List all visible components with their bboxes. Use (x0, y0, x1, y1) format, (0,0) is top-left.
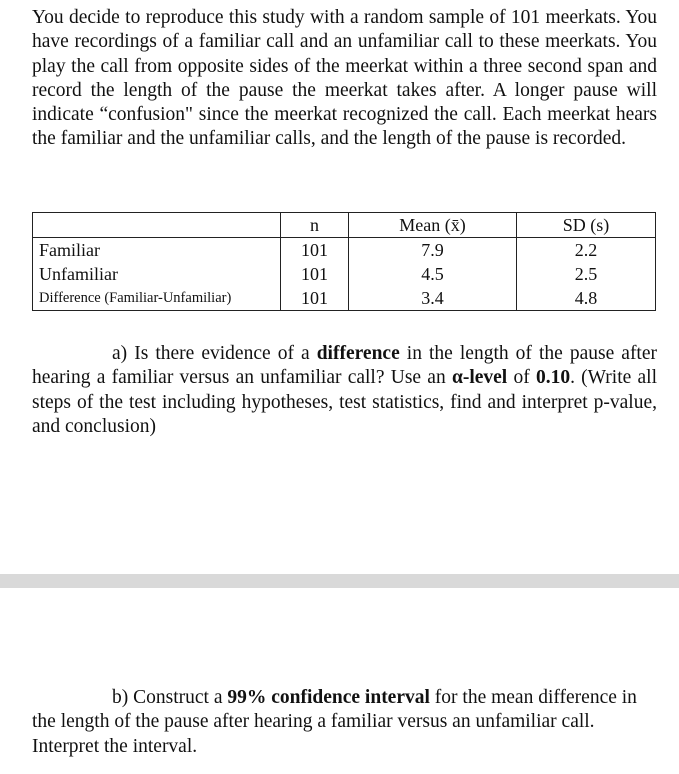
qa-bold-alpha: α-level (451, 367, 508, 389)
row-mean: 7.9 (349, 238, 517, 263)
row-mean: 3.4 (349, 286, 517, 311)
stats-table (32, 212, 656, 311)
row-sd: 2.2 (517, 238, 656, 263)
qa-text-3: of (507, 367, 536, 389)
qa-text-1: a) Is there evidence of a (112, 343, 317, 364)
page-bottom (0, 588, 679, 774)
table-row-difference (33, 286, 656, 311)
header-blank (33, 213, 281, 238)
page-divider (0, 574, 679, 588)
table-header-row (33, 213, 656, 238)
intro-paragraph: You decide to reproduce this study with a random sample of 101 meerkats. You have recordings of a familiar call and an unfamiliar call to these meerkats. You play the call from opposite sides of the meerkat within a three second span and record the length of the pause the meerkat takes after. A longer pause will indicate “confusion" since the meerkat recognized the call. Each meerkat hears the familiar and the unfamiliar calls, and the length of the pause is recorded. (32, 7, 657, 150)
row-n: 101 (281, 238, 349, 263)
table-row-unfamiliar (33, 262, 656, 286)
row-label: Difference (Familiar-Unfamiliar) (33, 286, 281, 311)
row-label: Unfamiliar (33, 262, 281, 286)
table-row-familiar (33, 238, 656, 263)
header-n: n (281, 213, 349, 238)
row-mean: 4.5 (349, 262, 517, 286)
qb-text-1: b) Construct a (112, 687, 228, 708)
qb-text-2: for the mean difference in the length of the pause after hearing a familiar versus an unfamiliar call. Interpret the interval. (32, 687, 637, 757)
qa-text-4: . (Write all steps of the test including hypotheses, test statistics, find and interpret p-value, and conclusion) (32, 367, 657, 437)
row-sd: 2.5 (517, 262, 656, 286)
row-label: Familiar (33, 238, 281, 263)
qb-bold-ci: 99% confidence interval (227, 687, 430, 708)
row-sd: 4.8 (517, 286, 656, 311)
header-sd: SD (s) (517, 213, 656, 238)
qa-bold-difference: difference (316, 343, 400, 364)
header-mean: Mean (x̄) (349, 213, 517, 238)
row-n: 101 (281, 262, 349, 286)
question-b (32, 686, 657, 759)
qa-text-2: in the length of the pause after hearing a familiar versus an unfamiliar call? Use an (32, 343, 657, 389)
qa-bold-level: 0.10 (535, 367, 571, 389)
question-a (32, 342, 657, 439)
row-n: 101 (281, 286, 349, 311)
